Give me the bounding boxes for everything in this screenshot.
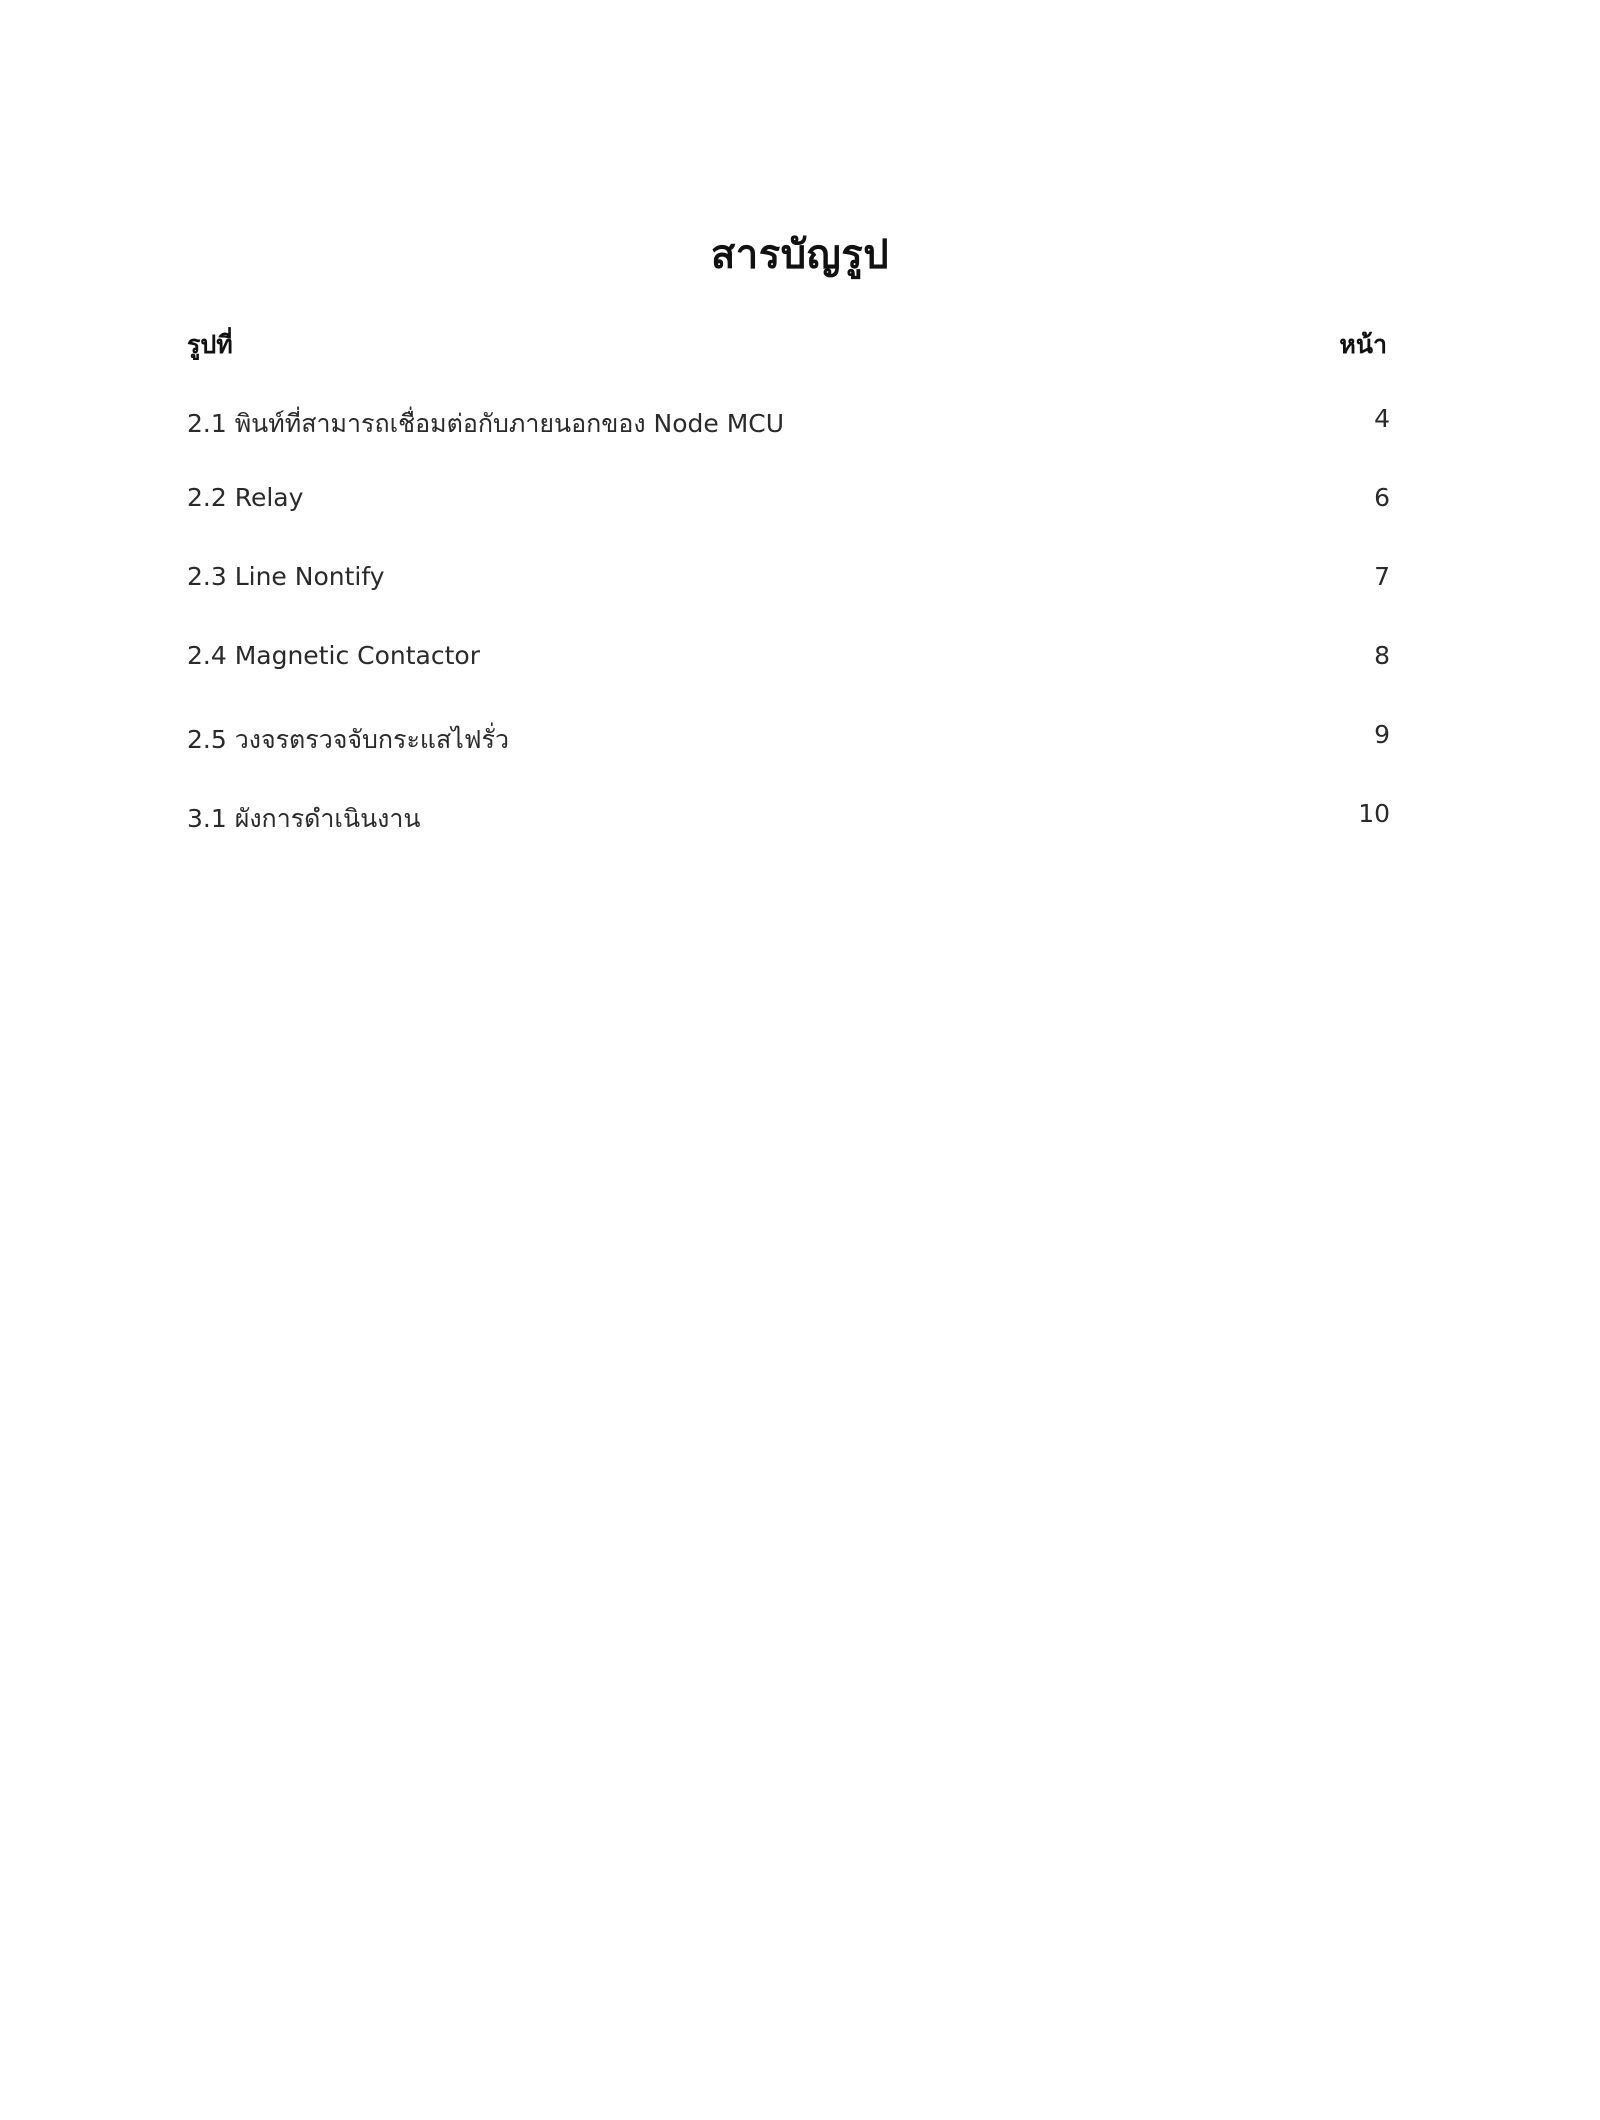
list-item — [187, 720, 1390, 799]
list-item — [187, 562, 1390, 641]
figure-entry-label: 2.1 พินท์ที่สามารถเชื่อมต่อกับภายนอกของ Node MCU — [187, 409, 785, 438]
figure-entry-page: 9 — [1374, 720, 1390, 749]
figure-entry-page: 10 — [1358, 799, 1390, 828]
page-column-header: หน้า — [1339, 330, 1387, 359]
figure-entry-label: 2.5 วงจรตรวจจับกระแสไฟรั่ว — [187, 725, 509, 754]
list-item — [187, 641, 1390, 720]
figure-entry-page: 4 — [1374, 404, 1390, 433]
figure-entry-page: 6 — [1374, 483, 1390, 512]
figure-entry-label: 3.1 ผังการดำเนินงาน — [187, 804, 421, 833]
figure-entry-label: 2.3 Line Nontify — [187, 562, 385, 591]
figure-entry-label: 2.4 Magnetic Contactor — [187, 641, 480, 670]
figure-column-header: รูปที่ — [187, 330, 233, 359]
figure-entry-label: 2.2 Relay — [187, 483, 304, 512]
toc-header-row — [187, 325, 1387, 367]
list-item — [187, 404, 1390, 483]
figure-entry-page: 7 — [1374, 562, 1390, 591]
list-item — [187, 799, 1390, 878]
figure-list — [187, 404, 1390, 878]
page-title: สารบัญรูป — [710, 232, 890, 278]
figure-entry-page: 8 — [1374, 641, 1390, 670]
list-item — [187, 483, 1390, 562]
